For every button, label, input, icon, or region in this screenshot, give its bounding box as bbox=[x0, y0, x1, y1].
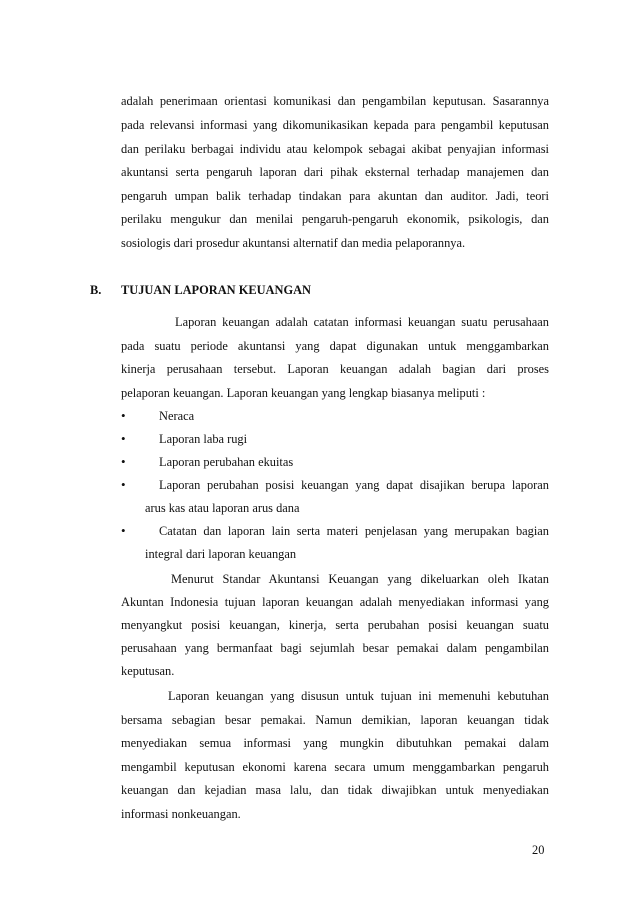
psak-para-line-1: Menurut Standar Akuntansi Keuangan yang dikeluarkan oleh Ikatan bbox=[171, 572, 549, 586]
bullet-dot: • bbox=[121, 408, 126, 423]
psak-para-line-2: Akuntan Indonesia tujuan laporan keuangan adalah menyediakan informasi yang bbox=[121, 595, 549, 609]
section-para-line-4: pelaporan keuangan. Laporan keuangan yang lengkap biasanya meliputi : bbox=[121, 386, 486, 400]
intro-line-6: perilaku mengukur dan menilai pengaruh-pengaruh ekonomik, psikologis, dan bbox=[121, 212, 549, 226]
bullet-dot: • bbox=[121, 477, 126, 492]
section-para-line-2: pada suatu periode akuntansi yang dapat digunakan untuk menggambarkan bbox=[121, 339, 549, 353]
closing-para-line-5: keuangan dan kejadian masa lalu, dan tidak diwajibkan untuk menyediakan bbox=[121, 783, 549, 797]
bullet-text: Laporan perubahan ekuitas bbox=[159, 455, 294, 469]
section-title: TUJUAN LAPORAN KEUANGAN bbox=[121, 283, 311, 297]
bullet-text: Laporan perubahan posisi keuangan yang dapat disajikan berupa laporan bbox=[159, 478, 549, 492]
intro-line-7: sosiologis dari prosedur akuntansi alternatif dan media pelaporannya. bbox=[121, 236, 466, 250]
bullet-text: Laporan laba rugi bbox=[159, 432, 248, 446]
intro-line-4: akuntansi serta pengaruh laporan dari pihak eksternal terhadap manajemen dan bbox=[121, 165, 549, 179]
section-para-line-1: Laporan keuangan adalah catatan informasi keuangan suatu perusahaan bbox=[175, 315, 549, 329]
closing-para-line-4: mengambil keputusan ekonomi karena secara umum menggambarkan pengaruh bbox=[121, 760, 549, 774]
psak-para-line-3: menyangkut posisi keuangan, kinerja, serta perubahan posisi keuangan suatu bbox=[121, 618, 549, 632]
intro-line-5: pengaruh umpan balik terhadap tindakan para akuntan dan auditor. Jadi, teori bbox=[121, 189, 549, 203]
bullet-text-continued: integral dari laporan keuangan bbox=[145, 547, 297, 561]
bullet-text: Neraca bbox=[159, 409, 195, 423]
closing-para-line-2: bersama sebagian besar pemakai. Namun demikian, laporan keuangan tidak bbox=[121, 713, 549, 727]
bullet-text-continued: arus kas atau laporan arus dana bbox=[145, 501, 300, 515]
closing-para-line-6: informasi nonkeuangan. bbox=[121, 807, 241, 821]
psak-para-line-5: keputusan. bbox=[121, 664, 175, 678]
section-number: B. bbox=[90, 283, 102, 297]
intro-line-1: adalah penerimaan orientasi komunikasi dan pengambilan keputusan. Sasarannya bbox=[121, 94, 549, 108]
closing-para-line-3: menyediakan semua informasi yang mungkin dibutuhkan pemakai dalam bbox=[121, 736, 549, 750]
bullet-dot: • bbox=[121, 454, 126, 469]
closing-para-line-1: Laporan keuangan yang disusun untuk tujuan ini memenuhi kebutuhan bbox=[168, 689, 549, 703]
psak-para-line-4: perusahaan yang bermanfaat bagi sejumlah besar pemakai dalam pengambilan bbox=[121, 641, 549, 655]
intro-line-2: pada relevansi informasi yang dikomunikasikan kepada para pengambil keputusan bbox=[121, 118, 549, 132]
section-para-line-3: kinerja perusahaan tersebut. Laporan keuangan adalah bagian dari proses bbox=[121, 362, 549, 376]
page-number: 20 bbox=[532, 843, 545, 857]
intro-line-3: dan perilaku berbagai individu atau kelompok sebagai akibat penyajian informasi bbox=[121, 142, 549, 156]
bullet-text: Catatan dan laporan lain serta materi penjelasan yang merupakan bagian bbox=[159, 524, 549, 538]
bullet-dot: • bbox=[121, 523, 126, 538]
bullet-dot: • bbox=[121, 431, 126, 446]
